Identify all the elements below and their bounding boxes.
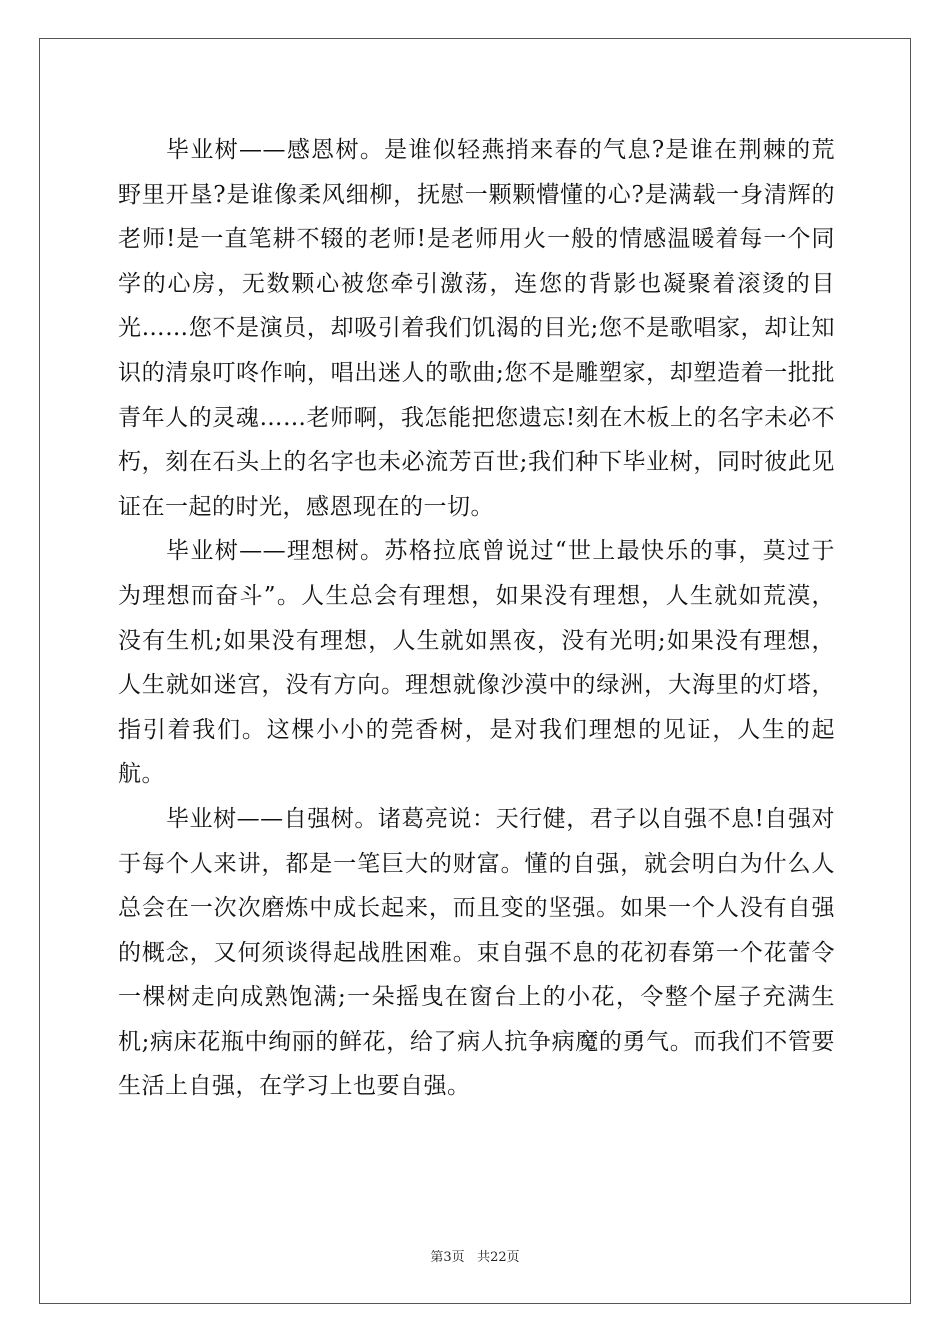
paragraph-ideal-tree: 毕业树——理想树。苏格拉底曾说过“世上最快乐的事，莫过于为理想而奋斗”。人生总会有理想，如果没有理想，人生就如荒漠，没有生机;如果没有理想，人生就如黑夜，没有光明;如果没有理想，人生就如迷宫，没有方向。理想就像沙漠中的绿洲，大海里的灯塔，指引着我们。这棵小小的莞香树，是对我们理想的见证，人生的起航。 xyxy=(118,538,835,788)
page-number: 第3页 xyxy=(430,1250,465,1265)
document-body xyxy=(118,128,835,1109)
page-footer xyxy=(0,1246,950,1265)
paragraph-self-strength-tree: 毕业树——自强树。诸葛亮说：天行健，君子以自强不息!自强对于每个人来讲，都是一笔巨大的财富。懂的自强，就会明白为什么人总会在一次次磨炼中成长起来，而且变的坚强。如果一个人没有自强的概念，又何须谈得起战胜困难。束自强不息的花初春第一个花蕾令一棵树走向成熟饱满;一朵摇曳在窗台上的小花，令整个屋子充满生机;病床花瓶中绚丽的鲜花，给了病人抗争病魔的勇气。而我们不管要生活上自强，在学习上也要自强。 xyxy=(118,805,835,1100)
paragraph-gratitude-tree: 毕业树——感恩树。是谁似轻燕捎来春的气息?是谁在荆棘的荒野里开垦?是谁像柔风细柳，抚慰一颗颗懵懂的心?是满载一身清辉的老师!是一直笔耕不辍的老师!是老师用火一般的情感温暖着每一个同学的心房，无数颗心被您牵引激荡，连您的背影也凝聚着滚烫的目光……您不是演员，却吸引着我们饥渴的目光;您不是歌唱家，却让知识的清泉叮咚作响，唱出迷人的歌曲;您不是雕塑家，却塑造着一批批青年人的灵魂……老师啊，我怎能把您遗忘!刻在木板上的名字未必不朽，刻在石头上的名字也未必流芳百世;我们种下毕业树，同时彼此见证在一起的时光，感恩现在的一切。 xyxy=(118,137,835,520)
page-total: 共22页 xyxy=(477,1250,520,1265)
